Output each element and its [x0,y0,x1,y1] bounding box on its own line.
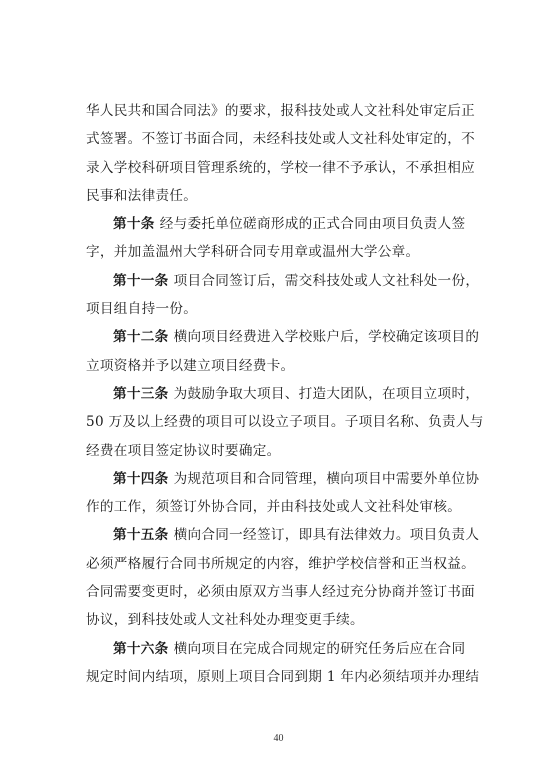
body-text-line [86,125,484,153]
line-text: 录入学校科研项目管理系统的，学校一律不予承认，不承担相应 [86,159,476,176]
line-text: 民事和法律责任。 [86,187,198,204]
line-text: 50 万及以上经费的项目可以设立子项目。子项目名称、负责人与 [86,414,484,431]
line-text: 协议，到科技处或人文社科处办理变更手续。 [86,612,364,629]
document-body [86,97,484,691]
body-text-line [86,238,484,266]
line-text: 为鼓励争取大项目、打造大团队，在项目立项时， [173,385,480,402]
line-text: 横向合同一经签订，即具有法律效力。项目负责人 [173,527,480,544]
line-text: 字，并加盖温州大学科研合同专用章或温州大学公章。 [86,244,420,261]
body-text-line [86,437,484,465]
body-text-line [86,154,484,182]
line-text: 式签署。不签订书面合同，未经科技处或人文社科处审定的，不 [86,131,476,148]
article-number: 第十二条 [113,329,169,346]
line-text: 项目合同签订后，需交科技处或人文社科处一份， [173,272,480,289]
line-text: 项目组自持一份。 [86,301,198,318]
body-text-line [86,663,484,691]
article-paragraph-line [86,210,484,238]
page-number: 40 [273,733,284,744]
body-text-line [86,606,484,634]
body-text-line [86,408,484,436]
article-number: 第十四条 [113,470,169,487]
line-text: 规定时间内结项，原则上项目合同到期 1 年内必须结项并办理结 [86,668,480,685]
line-text: 立项资格并予以建立项目经费卡。 [86,357,295,374]
article-number: 第十一条 [113,272,169,289]
article-number: 第十六条 [113,640,169,657]
body-text-line [86,493,484,521]
article-paragraph-line [86,267,484,295]
body-text-line [86,182,484,210]
line-text: 华人民共和国合同法》的要求，报科技处或人文社科处审定后正 [86,103,476,119]
article-paragraph-line [86,323,484,351]
line-text: 必须严格履行合同书所规定的内容，维护学校信誉和正当权益。 [86,555,476,572]
body-text-line [86,550,484,578]
body-text-line [86,352,484,380]
line-text: 横向项目经费进入学校账户后，学校确定该项目的 [173,329,480,346]
body-text-line [86,578,484,606]
article-paragraph-line [86,521,484,549]
line-text: 合同需要变更时，必须由原双方当事人经过充分协商并签订书面 [86,584,476,601]
article-number: 第十条 [113,216,155,233]
line-text: 作的工作，须签订外协合同，并由科技处或人文社科处审核。 [86,499,462,516]
line-text: 横向项目在完成合同规定的研究任务后应在合同 [173,640,466,657]
article-number: 第十三条 [113,385,169,402]
line-text: 经费在项目签定协议时要确定。 [86,442,281,459]
article-paragraph-line [86,465,484,493]
body-text-line [86,97,484,125]
line-text: 为规范项目和合同管理，横向项目中需要外单位协 [173,470,480,487]
body-text-line [86,295,484,323]
line-text: 经与委托单位磋商形成的正式合同由项目负责人签 [159,216,466,233]
article-number: 第十五条 [113,527,169,544]
article-paragraph-line [86,380,484,408]
article-paragraph-line [86,635,484,663]
